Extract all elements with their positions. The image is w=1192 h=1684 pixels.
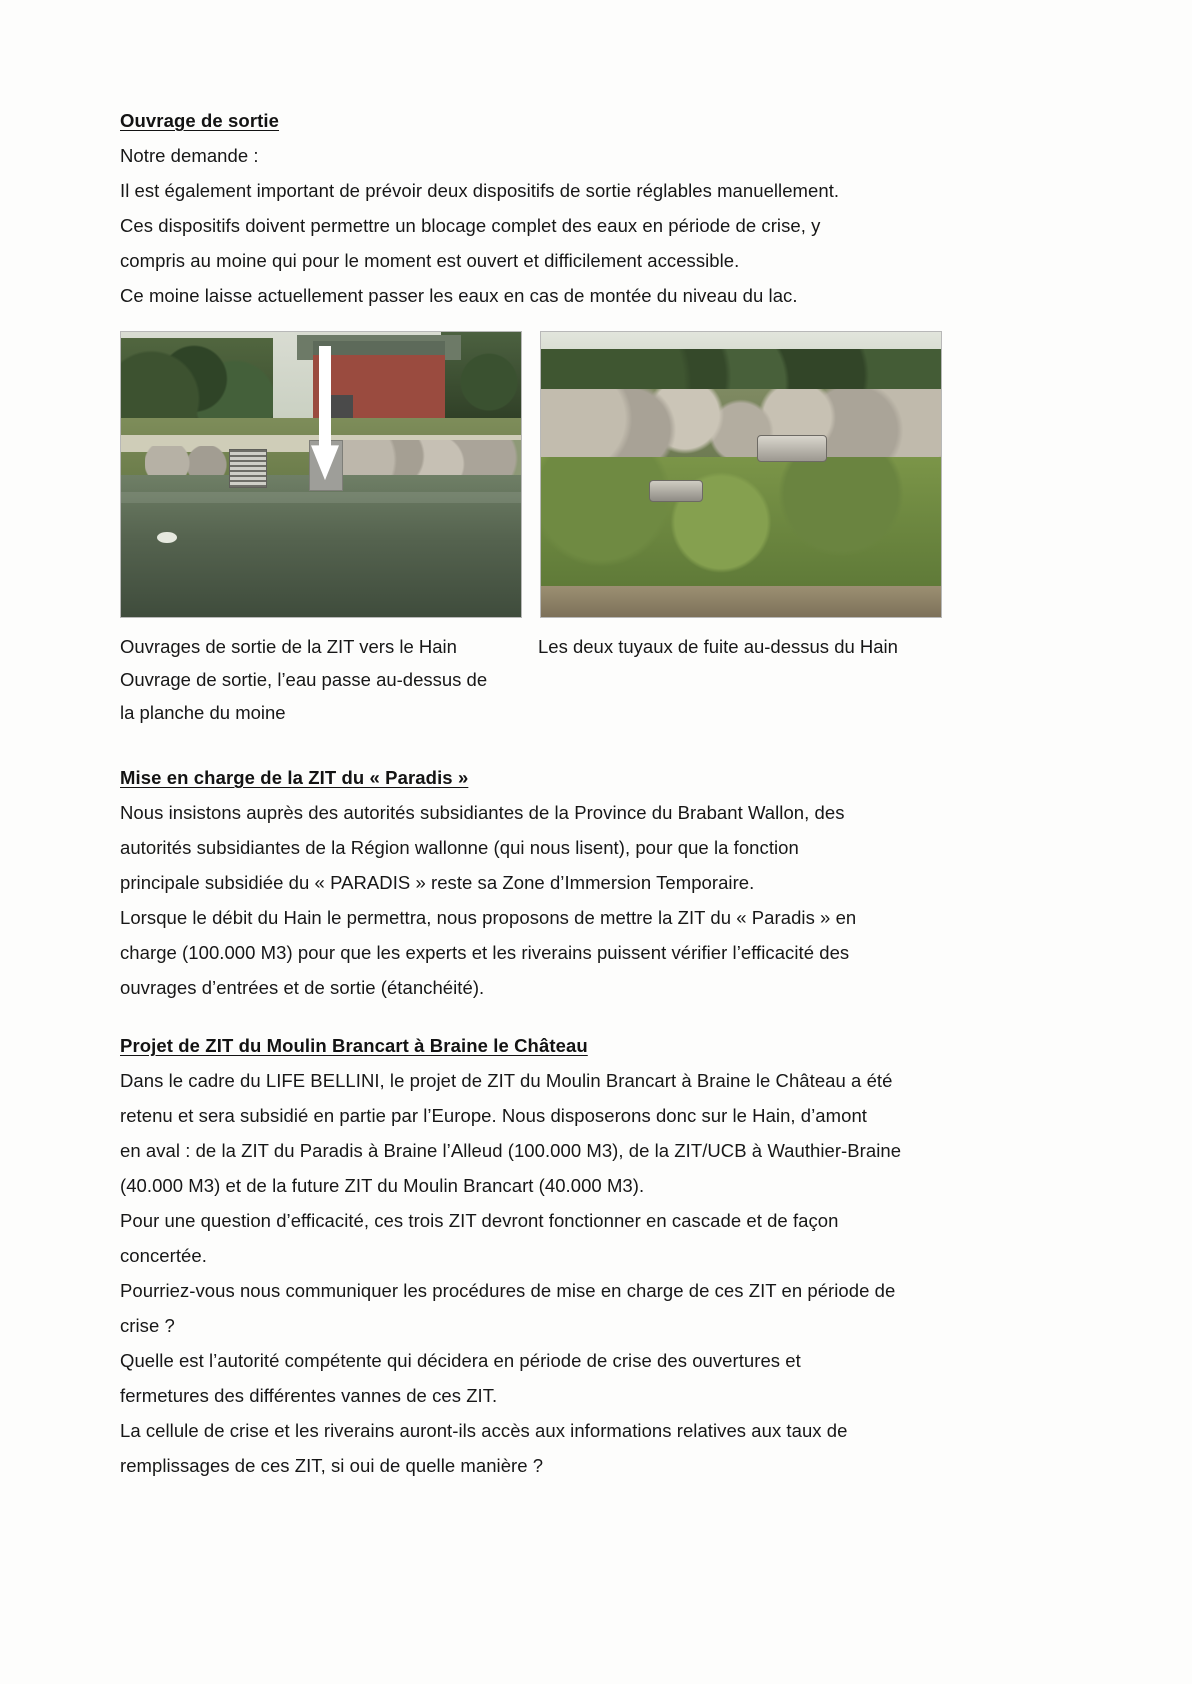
paragraph-line: autorités subsidiantes de la Région wallonne (qui nous lisent), pour que la fonction: [120, 837, 799, 858]
paragraph-line: Lorsque le débit du Hain le permettra, nous proposons de mettre la ZIT du « Paradis » en: [120, 907, 857, 928]
caption-line: Ouvrage de sortie, l’eau passe au-dessus de: [120, 669, 488, 690]
photo-bird: [157, 532, 177, 543]
paragraph-line: ouvrages d’entrées et de sortie (étanchéité).: [120, 977, 485, 998]
section-mise-en-charge: [120, 767, 980, 1005]
section-ouvrage-de-sortie: [120, 110, 980, 313]
paragraph-line: (40.000 M3) et de la future ZIT du Moulin Brancart (40.000 M3).: [120, 1175, 645, 1196]
photo-grass: [541, 457, 941, 588]
paragraph-line: Pour une question d’efficacité, ces trois ZIT devront fonctionner en cascade et de façon: [120, 1210, 839, 1231]
paragraph-line: La cellule de crise et les riverains auront-ils accès aux informations relatives aux taux de: [120, 1420, 848, 1441]
paragraph-line: Quelle est l’autorité compétente qui décidera en période de crise des ouvertures et: [120, 1350, 801, 1371]
caption-line: Ouvrages de sortie de la ZIT vers le Hain: [120, 636, 457, 657]
figure-captions: [120, 630, 980, 729]
paragraph-line: retenu et sera subsidié en partie par l’Europe. Nous disposerons donc sur le Hain, d’amont: [120, 1105, 867, 1126]
photo-dirt-road: [541, 586, 941, 617]
caption-right: [538, 630, 938, 729]
paragraph-line: crise ?: [120, 1315, 175, 1336]
caption-line: Les deux tuyaux de fuite au-dessus du Hain: [538, 636, 898, 657]
photo-water: [121, 475, 521, 618]
caption-line: la planche du moine: [120, 702, 286, 723]
photo-pipe-upper: [757, 435, 827, 463]
paragraph-line: remplissages de ces ZIT, si oui de quelle manière ?: [120, 1455, 544, 1476]
paragraph-line: Ce moine laisse actuellement passer les eaux en cas de montée du niveau du lac.: [120, 285, 798, 306]
section-title: Projet de ZIT du Moulin Brancart à Braine le Château: [120, 1035, 588, 1056]
section-title: Mise en charge de la ZIT du « Paradis »: [120, 767, 469, 788]
photo-tuyaux-de-fuite: [540, 331, 942, 618]
photo-grate: [229, 449, 267, 488]
paragraph-line: Dans le cadre du LIFE BELLINI, le projet de ZIT du Moulin Brancart à Braine le Château a été: [120, 1070, 893, 1091]
paragraph-line: Il est également important de prévoir deux dispositifs de sortie réglables manuellement.: [120, 180, 840, 201]
caption-left: [120, 630, 520, 729]
paragraph-line: Ces dispositifs doivent permettre un blocage complet des eaux en période de crise, y: [120, 215, 821, 236]
document-content: [120, 110, 980, 1483]
photo-rock-pile: [541, 389, 941, 463]
photo-ouvrage-de-sortie-zit: [120, 331, 522, 618]
paragraph-line: concertée.: [120, 1245, 207, 1266]
paragraph-line: compris au moine qui pour le moment est ouvert et difficilement accessible.: [120, 250, 740, 271]
paragraph-line: Notre demande :: [120, 145, 259, 166]
section-title: Ouvrage de sortie: [120, 110, 280, 131]
paragraph-line: charge (100.000 M3) pour que les experts et les riverains puissent vérifier l’efficacité des: [120, 942, 850, 963]
paragraph-line: Nous insistons auprès des autorités subsidiantes de la Province du Brabant Wallon, des: [120, 802, 845, 823]
paragraph-line: principale subsidiée du « PARADIS » reste sa Zone d’Immersion Temporaire.: [120, 872, 755, 893]
section-projet-zit-moulin-brancart: [120, 1035, 980, 1483]
paragraph-line: Pourriez-vous nous communiquer les procédures de mise en charge de ces ZIT en période de: [120, 1280, 896, 1301]
paragraph-line: en aval : de la ZIT du Paradis à Braine l’Alleud (100.000 M3), de la ZIT/UCB à Wauthier-Braine: [120, 1140, 902, 1161]
annotation-arrow-icon: [311, 346, 339, 480]
paragraph-line: fermetures des différentes vannes de ces ZIT.: [120, 1385, 498, 1406]
figure-row: [120, 331, 980, 618]
photo-pipe-lower: [649, 480, 703, 502]
